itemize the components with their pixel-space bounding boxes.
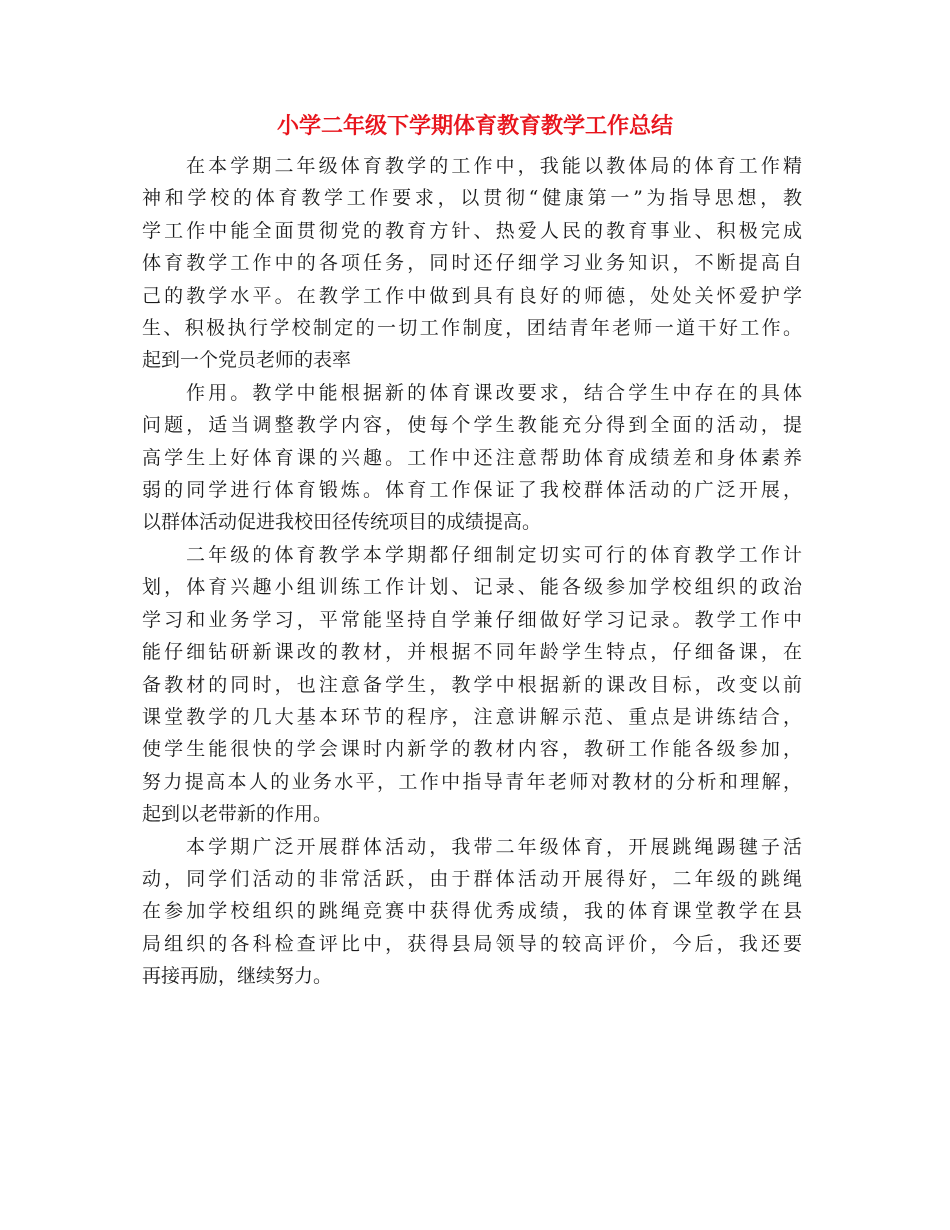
- text-line: 以群体活动促进我校田径传统项目的成绩提高。: [142, 511, 542, 534]
- text-line: 弱的同学进行体育锻炼。体育工作保证了我校群体活动的广泛开展，: [142, 479, 802, 502]
- text-line: 高学生上好体育课的兴趣。工作中还注意帮助体育成绩差和身体素养: [142, 446, 802, 469]
- text-line: 动，同学们活动的非常活跃，由于群体活动开展得好，二年级的跳绳: [142, 867, 802, 890]
- text-line: 体育教学工作中的各项任务，同时还仔细学习业务知识，不断提高自: [142, 252, 802, 275]
- text-line: 学习和业务学习，平常能坚持自学兼仔细做好学习记录。教学工作中: [142, 608, 802, 631]
- text-line: 努力提高本人的业务水平，工作中指导青年老师对教材的分析和理解，: [142, 770, 802, 793]
- text-line: 在参加学校组织的跳绳竞赛中获得优秀成绩，我的体育课堂教学在县: [142, 900, 802, 923]
- text-line: 划，体育兴趣小组训练工作计划、记录、能各级参加学校组织的政治: [142, 576, 802, 599]
- text-line: 再接再励，继续努力。: [142, 965, 333, 988]
- text-line: 己的教学水平。在教学工作中做到具有良好的师德，处处关怀爱护学: [142, 284, 802, 307]
- text-line: 使学生能很快的学会课时内新学的教材内容，教研工作能各级参加，: [142, 738, 802, 761]
- paragraph-3: [142, 539, 802, 831]
- text-line: 二年级的体育教学本学期都仔细制定切实可行的体育教学工作计: [186, 543, 802, 566]
- document-body: [142, 150, 802, 993]
- text-line: 本学期广泛开展群体活动，我带二年级体育，开展跳绳踢毽子活: [186, 835, 802, 858]
- text-line: 起到一个党员老师的表率: [142, 349, 352, 372]
- paragraph-1: [142, 150, 802, 377]
- text-line: 能仔细钻研新课改的教材，并根据不同年龄学生特点，仔细备课，在: [142, 641, 802, 664]
- paragraph-2: [142, 377, 802, 539]
- text-line: 局组织的各科检查评比中，获得县局领导的较高评价，今后，我还要: [142, 932, 802, 955]
- text-line: 备教材的同时，也注意备学生，教学中根据新的课改目标，改变以前: [142, 673, 802, 696]
- text-line: 作用。教学中能根据新的体育课改要求，结合学生中存在的具体: [186, 381, 802, 404]
- text-line: 课堂教学的几大基本环节的程序，注意讲解示范、重点是讲练结合，: [142, 705, 802, 728]
- document-title: 小学二年级下学期体育教育教学工作总结: [276, 113, 673, 139]
- text-line: 生、积极执行学校制定的一切工作制度，团结青年老师一道干好工作。: [142, 317, 802, 340]
- text-line: 在本学期二年级体育教学的工作中，我能以教体局的体育工作精: [186, 155, 802, 177]
- text-line: 问题，适当调整教学内容，使每个学生教能充分得到全面的活动，提: [142, 414, 802, 437]
- text-line: 神和学校的体育教学工作要求，以贯彻“健康第一”为指导思想，教: [142, 187, 802, 210]
- paragraph-4: [142, 831, 802, 993]
- text-line: 学工作中能全面贯彻党的教育方针、热爱人民的教育事业、积极完成: [142, 219, 802, 242]
- text-line: 起到以老带新的作用。: [142, 803, 333, 826]
